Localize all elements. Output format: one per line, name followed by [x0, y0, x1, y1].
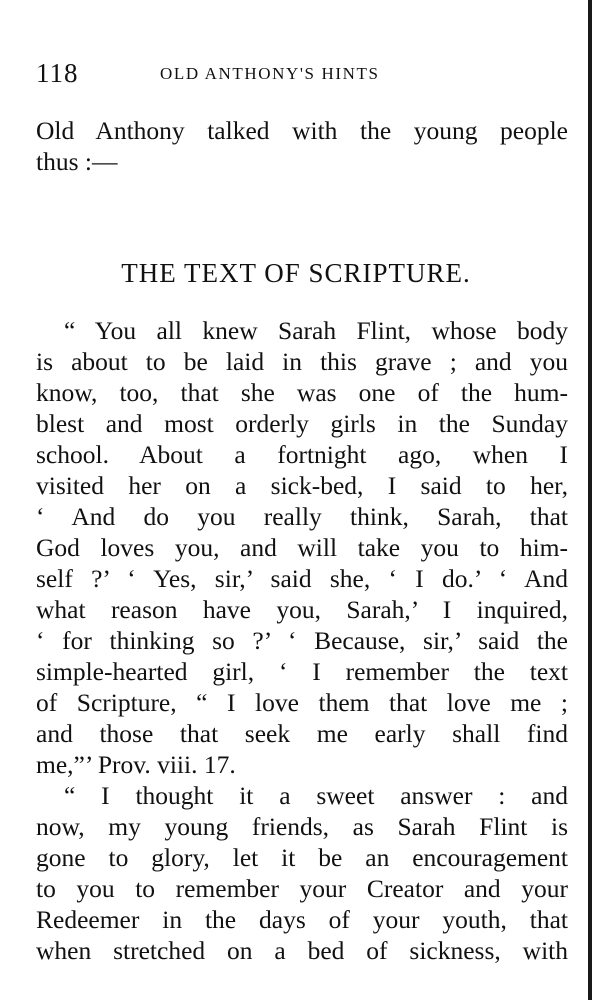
body-line: of Scripture, “ I love them that love me ; — [36, 688, 568, 717]
body-line: ‘ And do you really think, Sarah, that — [36, 502, 568, 531]
body-line: to you to remember your Creator and your — [36, 874, 568, 903]
page-number: 118 — [36, 58, 79, 88]
section-title: THE TEXT OF SCRIPTURE. — [121, 258, 471, 288]
body-line: “ You all knew Sarah Flint, whose body — [64, 316, 568, 345]
body-line: self ?’ ‘ Yes, sir,’ said she, ‘ I do.’ ‘ And — [36, 564, 568, 593]
body-line: school. About a fortnight ago, when I — [36, 440, 568, 469]
body-line: gone to glory, let it be an encouragement — [36, 843, 568, 872]
body-line: simple-hearted girl, ‘ I remember the text — [36, 657, 568, 686]
body-line: what reason have you, Sarah,’ I inquired, — [36, 595, 568, 624]
body-line: me,”’ Prov. viii. 17. — [36, 750, 236, 779]
intro-line: Old Anthony talked with the young people — [36, 116, 568, 145]
body-line: blest and most orderly girls in the Sunday — [36, 409, 568, 438]
intro-line: thus :— — [36, 147, 118, 176]
page-edge-shadow — [588, 0, 592, 1000]
body-line: know, too, that she was one of the hum- — [36, 378, 568, 407]
running-header: OLD ANTHONY'S HINTS — [160, 64, 380, 83]
body-line: Redeemer in the days of your youth, that — [36, 905, 568, 934]
body-line: is about to be laid in this grave ; and you — [36, 347, 568, 376]
body-line: ‘ for thinking so ?’ ‘ Because, sir,’ said the — [36, 626, 568, 655]
body-line: now, my young friends, as Sarah Flint is — [36, 812, 568, 841]
body-line: “ I thought it a sweet answer : and — [64, 781, 568, 810]
body-line: visited her on a sick-bed, I said to her, — [36, 471, 568, 500]
body-line: God loves you, and will take you to him- — [36, 533, 568, 562]
body-line: and those that seek me early shall find — [36, 719, 568, 748]
body-line: when stretched on a bed of sickness, with — [36, 936, 568, 965]
